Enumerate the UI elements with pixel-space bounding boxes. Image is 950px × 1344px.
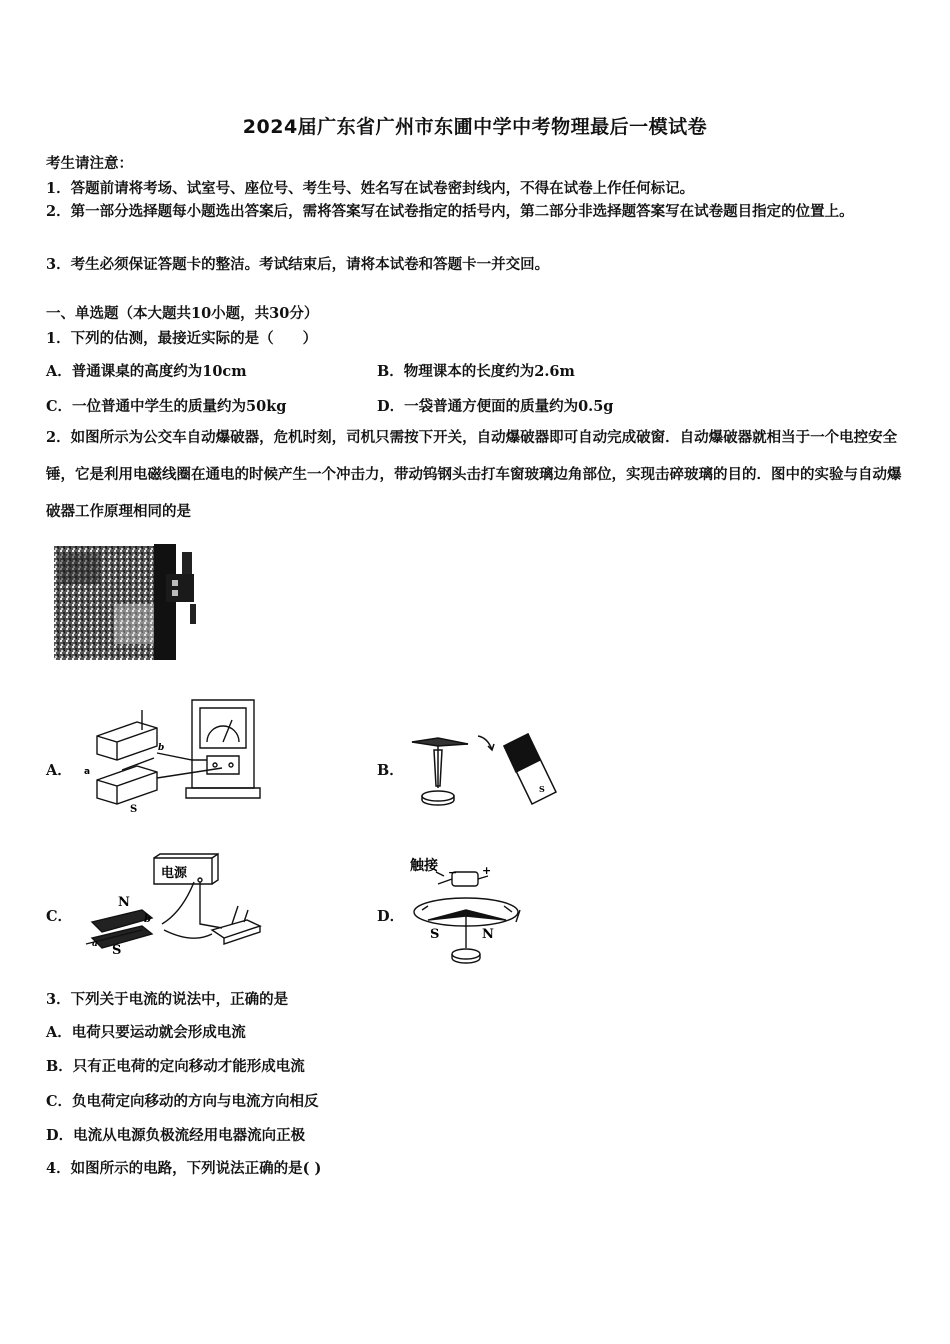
notice-heading: 考生请注意： — [46, 155, 133, 172]
q2-label-c[interactable]: C． — [46, 908, 73, 925]
breaker-photo — [54, 544, 199, 664]
q2-stem: 2．如图所示为公交车自动爆破器，危机时刻，司机只需按下开关，自动爆破器即可自动完成破窗．自动爆破器就相当于一个电控安全锤，它是利用电磁线圈在通电的时候产生一个冲击力，带动钨钢头击打车窗玻璃边角部位，实现击碎玻璃的目的．图中的实验与自动爆破器工作原理相同的是 — [46, 429, 902, 520]
q2-label-b[interactable]: B． — [377, 762, 404, 779]
q3-option-b[interactable]: B．只有正电荷的定向移动才能形成电流 — [46, 1058, 305, 1075]
figure-a-generator — [82, 698, 272, 813]
fig-a-label-b: b — [158, 743, 165, 753]
fig-b-label-s: S — [539, 784, 545, 794]
fig-c-label-a: a — [92, 939, 98, 949]
q1-option-d[interactable]: D．一袋普通方便面的质量约为0.5g — [377, 398, 614, 415]
notice-item-3: 3．考生必须保证答题卡的整洁。考试结束后，请将本试卷和答题卡一并交回。 — [46, 256, 550, 273]
q3-stem: 3．下列关于电流的说法中，正确的是 — [46, 991, 289, 1008]
fig-d-label-n: N — [482, 927, 494, 942]
notice-item-2: 2．第一部分选择题每小题选出答案后，需将答案写在试卷指定的括号内，第二部分非选择题答案写在试卷题目指定的位置上。 — [46, 203, 854, 220]
figure-c-motor-circuit — [82, 852, 267, 957]
q2-label-a[interactable]: A． — [46, 762, 72, 779]
fig-d-label-s: S — [430, 927, 440, 942]
fig-d-minus: − — [448, 866, 458, 879]
fig-c-power-label: 电源 — [161, 866, 188, 881]
figure-d-oersted-experiment — [408, 850, 528, 965]
q1-stem: 1．下列的估测，最接近实际的是（ ） — [46, 330, 318, 347]
q3-option-d[interactable]: D．电流从电源负极流经用电器流向正极 — [46, 1127, 306, 1144]
fig-c-label-s: S — [112, 943, 122, 958]
fig-c-label-n: N — [118, 895, 130, 910]
fig-a-label-s: S — [130, 804, 138, 815]
fig-d-plus: + — [482, 864, 492, 877]
q3-option-a[interactable]: A．电荷只要运动就会形成电流 — [46, 1024, 246, 1041]
page-title: 2024届广东省广州市东圃中学中考物理最后一模试卷 — [242, 116, 708, 138]
q2-label-d[interactable]: D． — [377, 908, 405, 925]
q3-option-c[interactable]: C．负电荷定向移动的方向与电流方向相反 — [46, 1093, 319, 1110]
q1-option-b[interactable]: B．物理课本的长度约为2.6m — [377, 363, 575, 380]
fig-c-label-b: b — [144, 914, 151, 925]
fig-d-touch-label: 触接 — [410, 858, 438, 874]
figure-b-compass-magnet — [408, 730, 558, 805]
fig-a-label-a: a — [84, 767, 91, 777]
q1-option-c[interactable]: C．一位普通中学生的质量约为50kg — [46, 398, 287, 415]
notice-item-1: 1．答题前请将考场、试室号、座位号、考生号、姓名写在试卷密封线内，不得在试卷上作任何标记。 — [46, 180, 695, 197]
q4-stem: 4．如图所示的电路，下列说法正确的是( ) — [46, 1160, 322, 1177]
q1-option-a[interactable]: A．普通课桌的高度约为10cm — [46, 363, 247, 380]
section-heading: 一、单选题（本大题共10小题，共30分） — [46, 305, 319, 322]
